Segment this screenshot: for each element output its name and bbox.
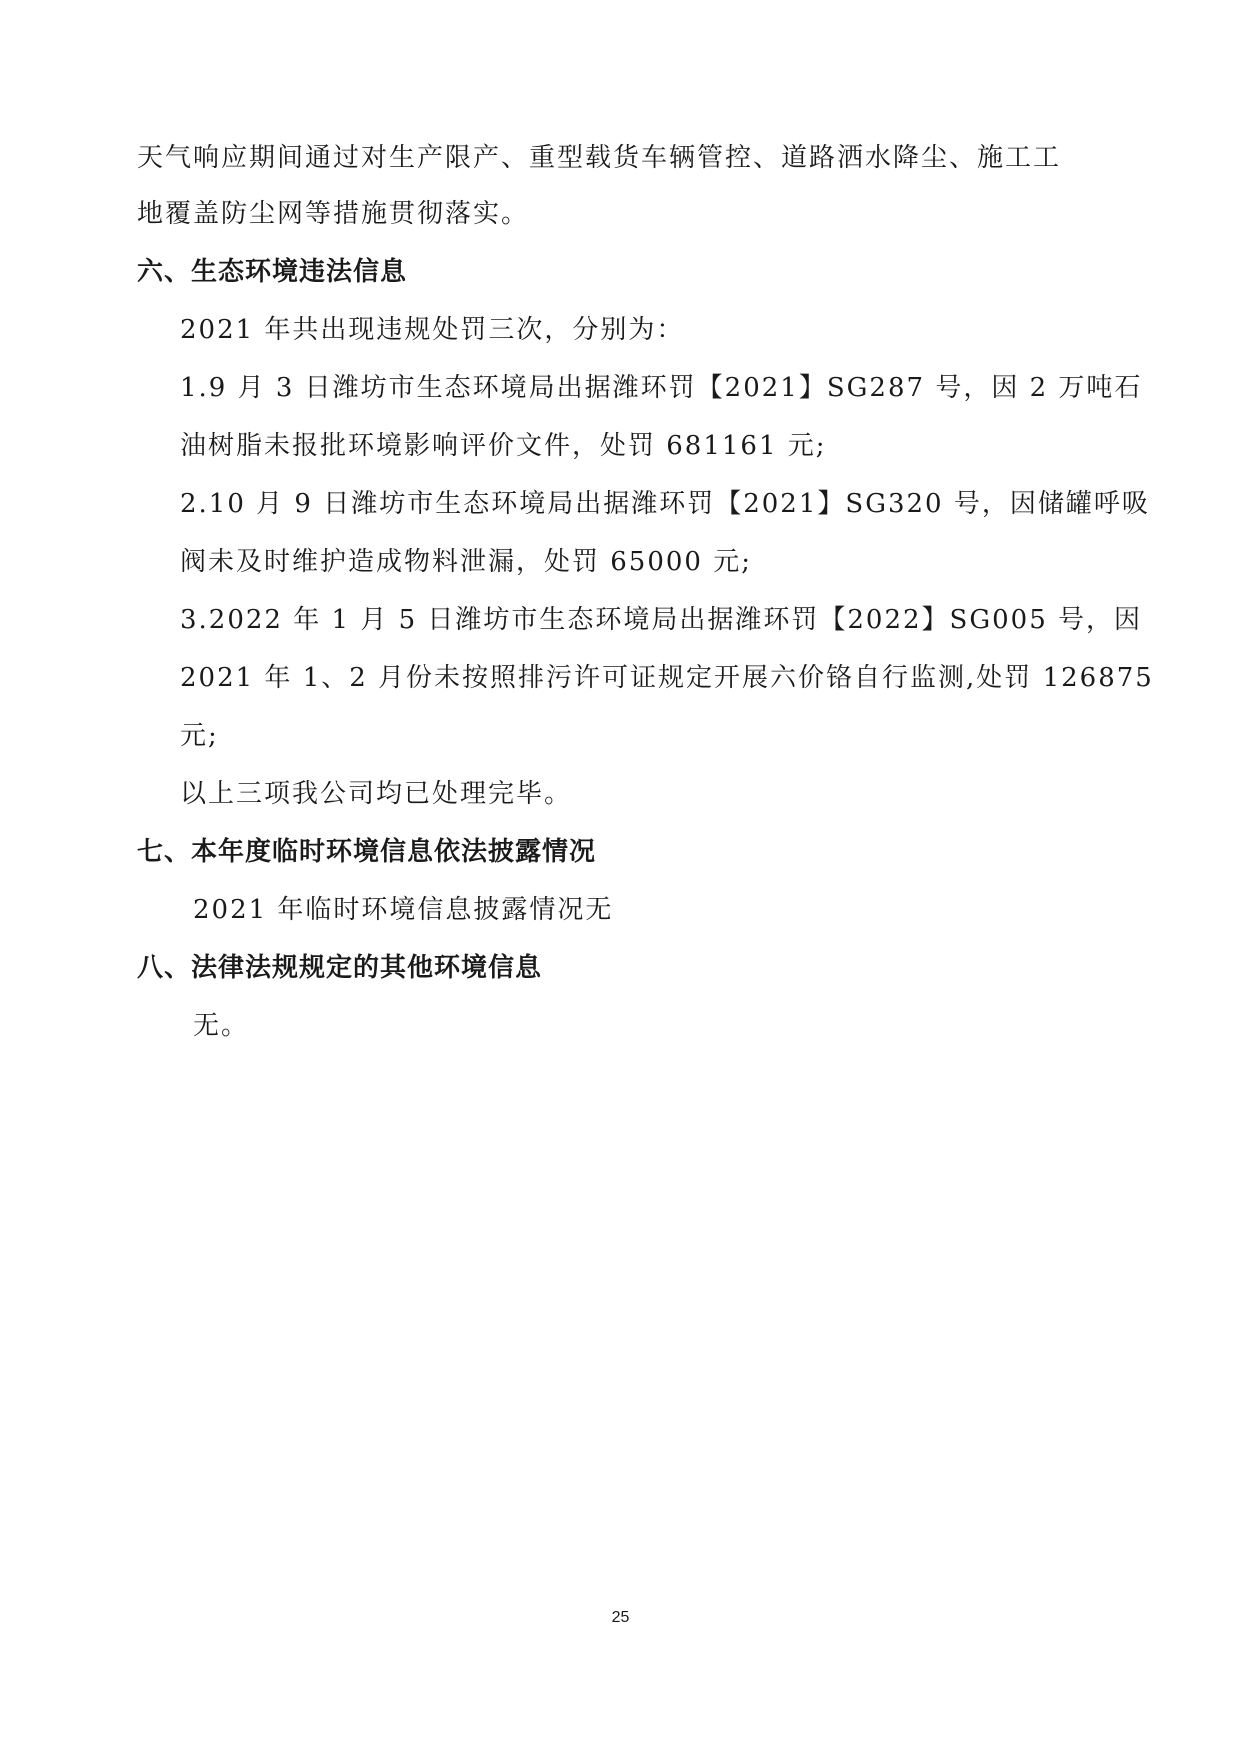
section-heading-7: 七、本年度临时环境信息依法披露情况 bbox=[137, 837, 597, 867]
list-item-line: 1.9 月 3 日潍坊市生态环境局出据潍环罚【2021】SG287 号，因 2 万吨石 bbox=[180, 373, 1143, 403]
paragraph-line: 天气响应期间通过对生产限产、重型载货车辆管控、道路洒水降尘、施工工 bbox=[137, 143, 1062, 173]
paragraph-line: 2021 年临时环境信息披露情况无 bbox=[193, 895, 614, 925]
paragraph-line: 无。 bbox=[193, 1011, 250, 1041]
paragraph-line: 以上三项我公司均已处理完毕。 bbox=[180, 779, 573, 809]
list-item-line: 油树脂未报批环境影响评价文件，处罚 681161 元; bbox=[180, 431, 827, 461]
paragraph-line: 2021 年共出现违规处罚三次，分别为： bbox=[180, 315, 685, 345]
list-item-line: 2.10 月 9 日潍坊市生态环境局出据潍环罚【2021】SG320 号，因储罐呼吸 bbox=[180, 489, 1150, 519]
section-heading-8: 八、法律法规规定的其他环境信息 bbox=[137, 953, 543, 983]
paragraph-line: 地覆盖防尘网等措施贯彻落实。 bbox=[137, 199, 530, 229]
list-item-line: 元; bbox=[180, 721, 219, 751]
section-heading-6: 六、生态环境违法信息 bbox=[137, 257, 408, 287]
list-item-line: 阀未及时维护造成物料泄漏，处罚 65000 元; bbox=[180, 547, 752, 577]
page-number: 25 bbox=[611, 1609, 630, 1626]
list-item-line: 3.2022 年 1 月 5 日潍坊市生态环境局出据潍环罚【2022】SG005 号，因 bbox=[180, 605, 1143, 635]
list-item-line: 2021 年 1、2 月份未按照排污许可证规定开展六价铬自行监测,处罚 126875 bbox=[180, 663, 1154, 693]
